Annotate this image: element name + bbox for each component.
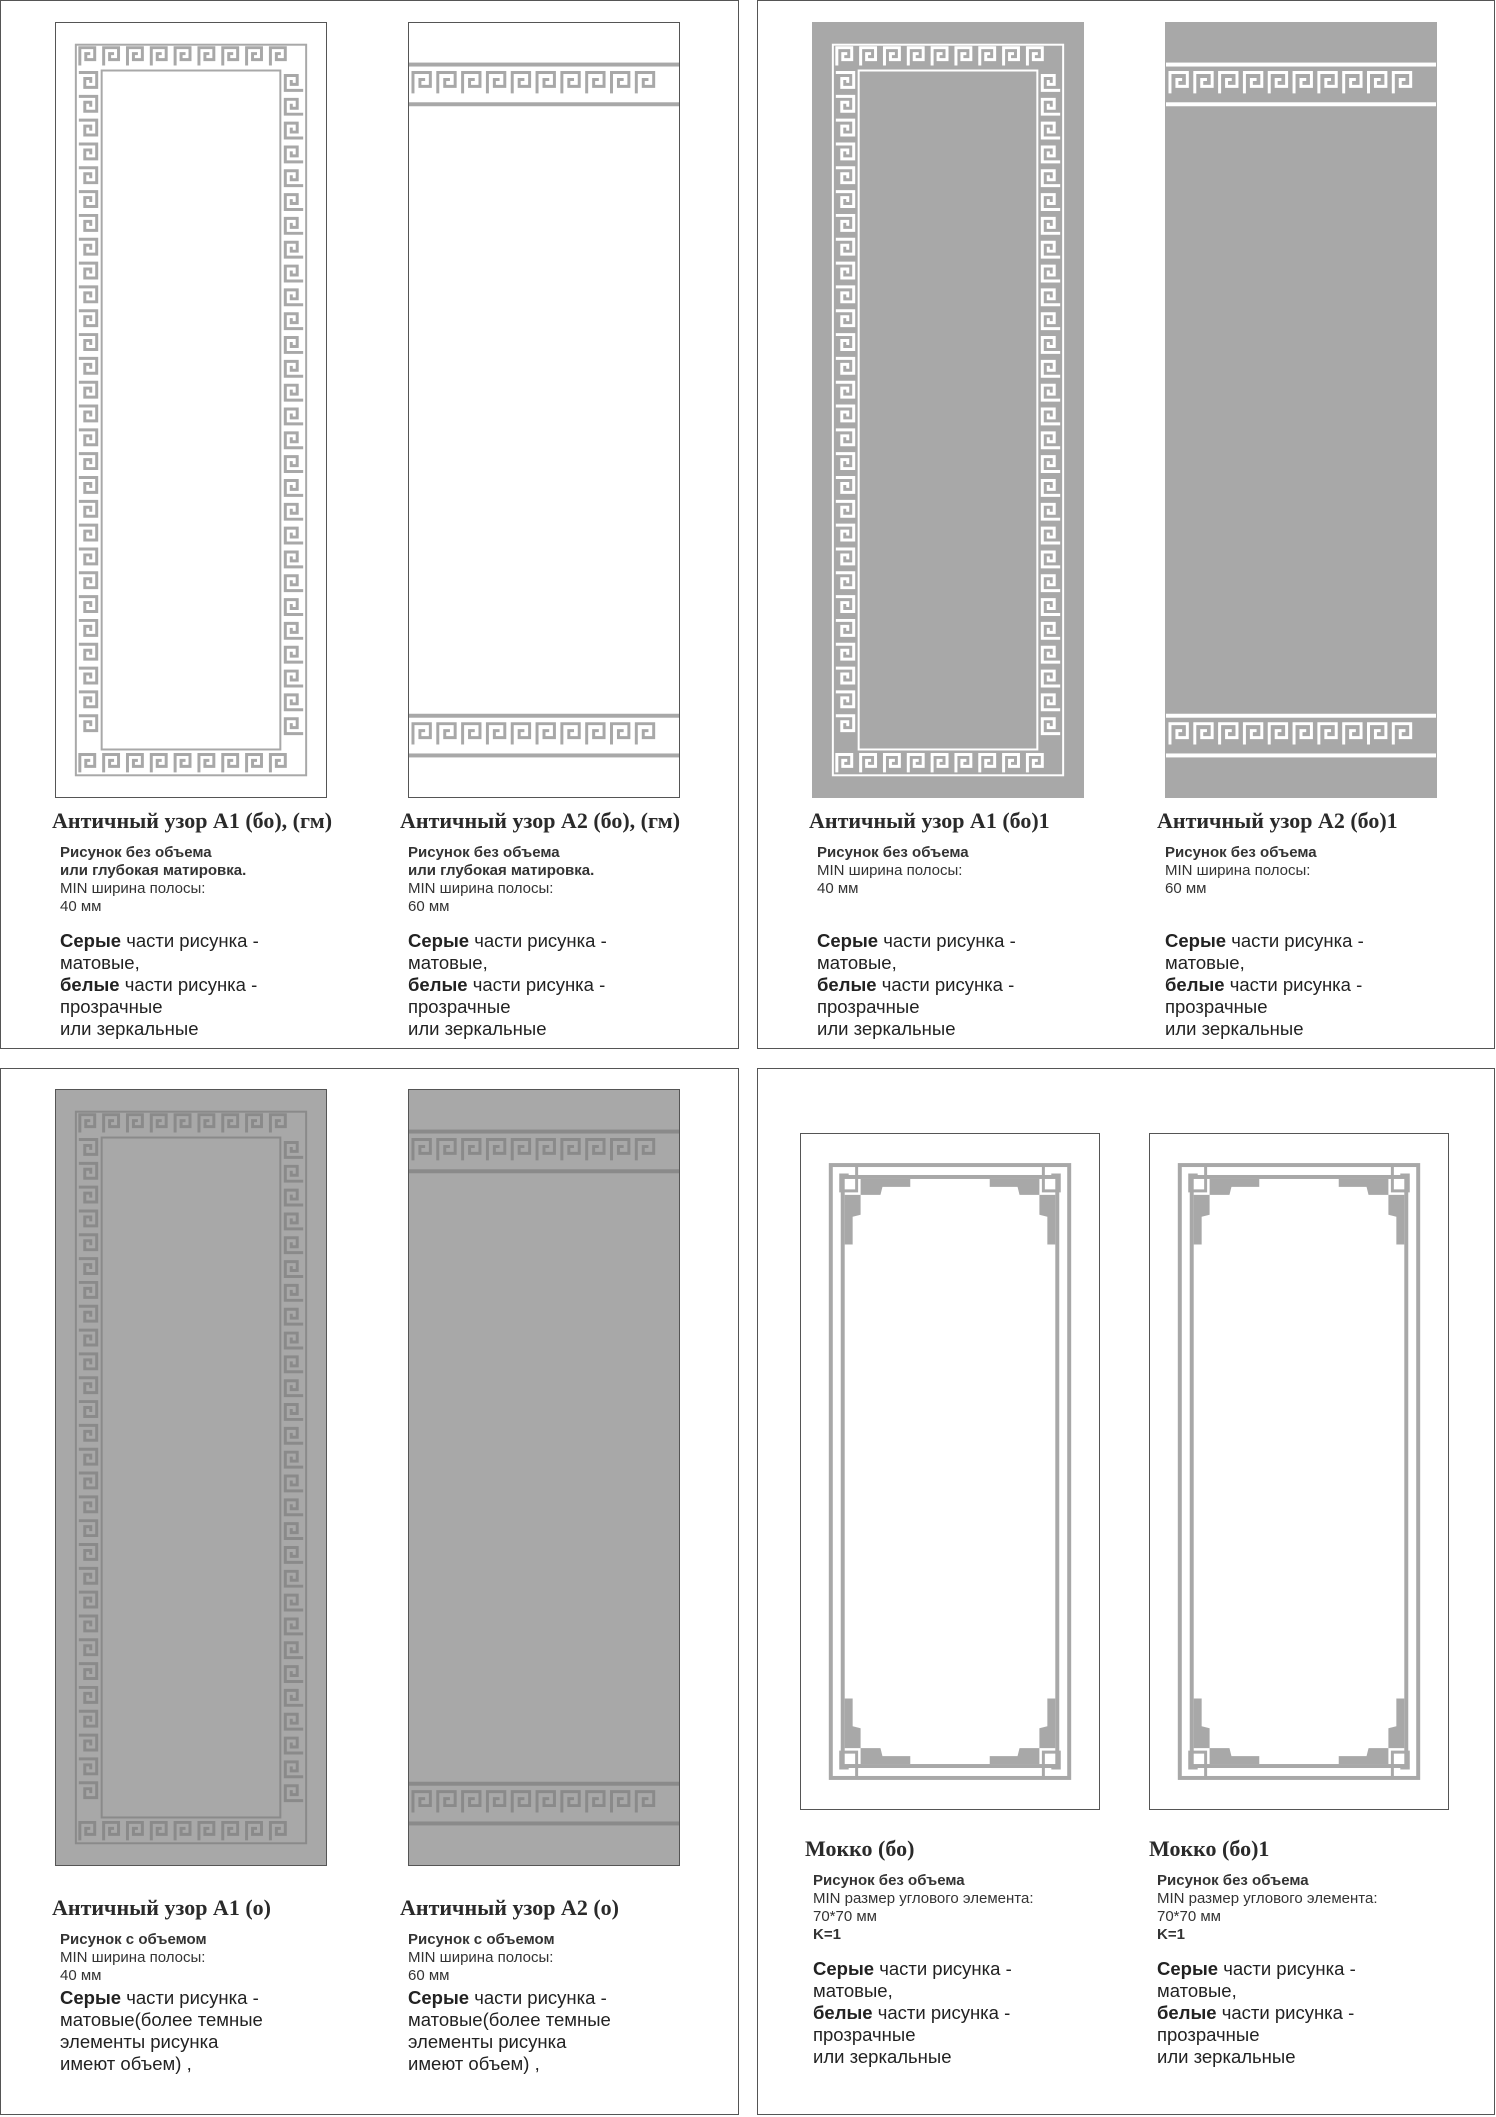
door-panel-a1-o: [55, 1089, 327, 1866]
color-legend: Серые части рисунка - матовые, белые части рисунка - прозрачные или зеркальные: [813, 1958, 1012, 2067]
pattern-title: Античный узор А2 (бо), (гм): [400, 808, 681, 833]
caption-a2-o: [400, 1895, 738, 2075]
color-legend: Серые части рисунка - матовые(более темные элементы рисунка имеют объем) ,: [60, 1987, 263, 2074]
color-legend: Серые части рисунка - матовые, белые части рисунка - прозрачные или зеркальные: [1165, 930, 1364, 1039]
caption-a2-bo-gm: [400, 808, 738, 1040]
meander-frame-pattern: [56, 23, 326, 797]
caption-mokko-bo1: [1149, 1836, 1487, 2068]
pattern-description: Рисунок без объема MIN ширина полосы: 40 мм: [817, 844, 969, 897]
pattern-title: Античный узор А1 (бо), (гм): [52, 808, 333, 833]
pattern-title: Античный узор А1 (о): [52, 1895, 271, 1920]
caption-mokko-bo: [805, 1836, 1143, 2068]
door-panel-mokko-bo: [800, 1133, 1100, 1810]
color-legend: Серые части рисунка - матовые, белые части рисунка - прозрачные или зеркальные: [408, 930, 607, 1039]
caption-a1-bo-gm: [52, 808, 390, 1040]
pattern-description: Рисунок без объема MIN ширина полосы: 60 мм: [1165, 844, 1317, 897]
meander-frame-pattern: [813, 23, 1083, 797]
door-panel-a1-bo1: [812, 22, 1084, 798]
pattern-description: Рисунок с объемом MIN ширина полосы: 60 мм: [408, 1931, 555, 1984]
door-panel-a2-bo-gm: [408, 22, 680, 798]
door-panel-a2-o: [408, 1089, 680, 1866]
color-legend: Серые части рисунка - матовые, белые части рисунка - прозрачные или зеркальные: [817, 930, 1016, 1039]
meander-band-pattern: [1166, 23, 1436, 797]
color-legend: Серые части рисунка - матовые, белые части рисунка - прозрачные или зеркальные: [60, 930, 259, 1039]
meander-frame-volume-pattern: [56, 1090, 326, 1865]
pattern-title: Античный узор А2 (бо)1: [1157, 808, 1398, 833]
mokko-corner-pattern: [801, 1134, 1099, 1809]
pattern-description: Рисунок с объемом MIN ширина полосы: 40 мм: [60, 1931, 207, 1984]
caption-a1-o: [52, 1895, 390, 2075]
pattern-description: Рисунок без объема или глубокая матировка. MIN ширина полосы: 60 мм: [408, 844, 595, 915]
pattern-title: Мокко (бо): [805, 1836, 915, 1861]
pattern-description: Рисунок без объема или глубокая матировка. MIN ширина полосы: 40 мм: [60, 844, 247, 915]
color-legend: Серые части рисунка - матовые, белые части рисунка - прозрачные или зеркальные: [1157, 1958, 1356, 2067]
pattern-description: Рисунок без объема MIN размер углового элемента: 70*70 мм K=1: [813, 1872, 1034, 1943]
meander-band-volume-pattern: [409, 1090, 679, 1865]
caption-a2-bo1: [1157, 808, 1495, 1040]
meander-band-pattern: [409, 23, 679, 797]
pattern-description: Рисунок без объема MIN размер углового элемента: 70*70 мм K=1: [1157, 1872, 1378, 1943]
mokko-corner-pattern: [1150, 1134, 1448, 1809]
pattern-title: Античный узор А2 (о): [400, 1895, 619, 1920]
pattern-title: Мокко (бо)1: [1149, 1836, 1270, 1861]
door-panel-mokko-bo1: [1149, 1133, 1449, 1810]
door-panel-a2-bo1: [1165, 22, 1437, 798]
pattern-title: Античный узор А1 (бо)1: [809, 808, 1050, 833]
color-legend: Серые части рисунка - матовые(более темные элементы рисунка имеют объем) ,: [408, 1987, 611, 2074]
door-panel-a1-bo-gm: [55, 22, 327, 798]
caption-a1-bo1: [809, 808, 1147, 1040]
